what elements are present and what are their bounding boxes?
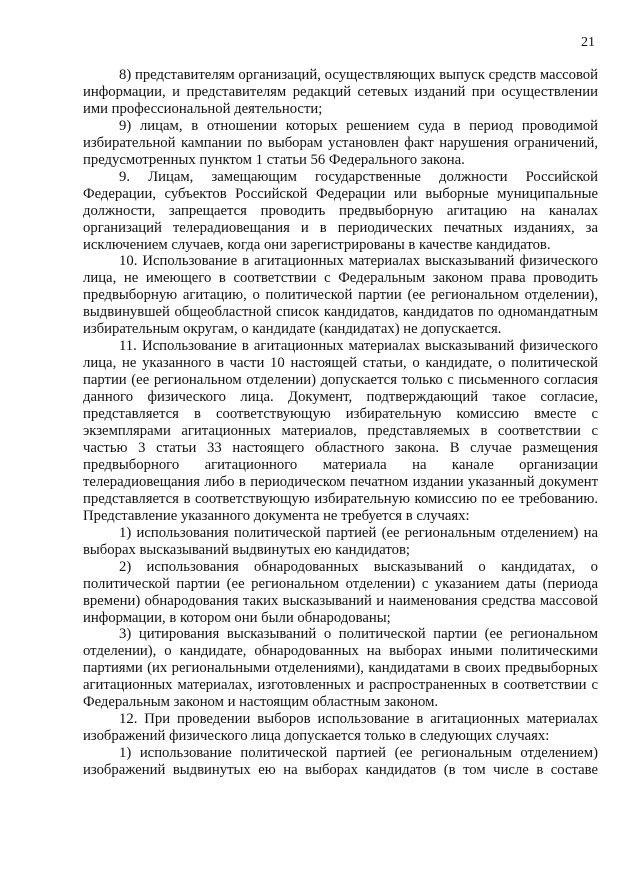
paragraph-part-12-item-1: 1) использование политической партией (ее региональным отделением) изображений выдвинутых ею на выборах кандидатов (в том числе в составе (83, 745, 598, 779)
page-number: 21 (581, 35, 595, 50)
paragraph-part-11: 11. Использование в агитационных материалах высказываний физического лица, не указанного в части 10 настоящей статьи, о кандидате, о политической партии (ее региональном отделении) допускается только с письменного согласия данного физического лица. Документ, подтверждающий такое согласие, представляется в соответствующую избирательную комиссию вместе с экземплярами агитационных материалов, представляемых в соответствии с частью 3 статьи 33 настоящего областного закона. В случае размещения предвыборного агитационного материала на канале организации телерадиовещания либо в периодическом печатном издании указанный документ представляется в соответствующую избирательную комиссию по ее требованию. Представление указанного документа не требуется в случаях: (83, 338, 598, 524)
paragraph-part-10: 10. Использование в агитационных материалах высказываний физического лица, не имеющего в соответствии с Федеральным законом права проводить предвыборную агитацию, о политической партии (ее региональном отделении), выдвинувшей общеобластной список кандидатов, кандидатов по одномандатным избирательным округам, о кандидате (кандидатах) не допускается. (83, 253, 598, 338)
paragraph-part-11-item-2: 2) использования обнародованных высказываний о кандидатах, о политической партии (ее региональном отделении) с указанием даты (периода времени) обнародования таких высказываний и наименования средства массовой информации, в котором они были обнародованы; (83, 558, 598, 626)
paragraph-part-12: 12. При проведении выборов использование в агитационных материалах изображений физического лица допускается только в следующих случаях: (83, 711, 598, 745)
paragraph-part-11-item-1: 1) использования политической партией (ее региональным отделением) на выборах высказываний выдвинутых ею кандидатов; (83, 524, 598, 558)
paragraph-item-8: 8) представителям организаций, осуществляющих выпуск средств массовой информации, и представителям редакций сетевых изданий при осуществлении ими профессиональной деятельности; (83, 67, 598, 117)
paragraph-part-11-item-3: 3) цитирования высказываний о политической партии (ее региональном отделении), о кандидате, обнародованных на выборах иными политическими партиями (их региональными отделениями), кандидатами в своих предвыборных агитационных материалах, изготовленных и распространенных в соответствии с Федеральным законом и настоящим областным законом. (83, 626, 598, 711)
paragraph-part-9: 9. Лицам, замещающим государственные должности Российской Федерации, субъектов Российской Федерации или выборные муниципальные должности, запрещается проводить предвыборную агитацию на каналах организаций телерадиовещания и в периодических печатных изданиях, за исключением случаев, когда они зарегистрированы в качестве кандидатов. (83, 168, 598, 253)
document-body (83, 67, 598, 779)
paragraph-item-9: 9) лицам, в отношении которых решением суда в период проводимой избирательной кампании по выборам установлен факт нарушения ограничений, предусмотренных пунктом 1 статьи 56 Федерального закона. (83, 117, 598, 168)
